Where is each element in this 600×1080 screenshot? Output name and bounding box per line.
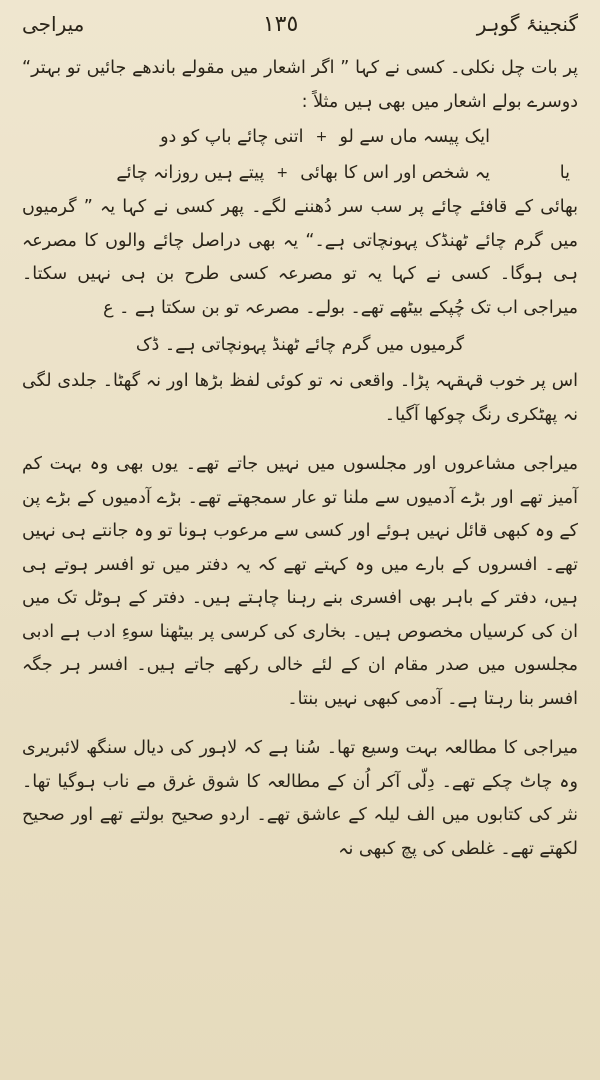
verse-1-first-hemistich: ایک پیسہ ماں سے لو [339, 127, 490, 147]
book-title: گنجینۂ گوہر [476, 12, 578, 36]
paragraph-5: میراجی کا مطالعہ بہت وسیع تھا۔ سُنا ہے کہ لاہور کی دیال سنگھ لائبریری وہ چاٹ چکے تھے۔ دِلّی آکر اُن کے مطالعہ کا شوق غرق مے ناب ہوگیا تھا۔ نثر کی کتابوں میں الف لیلہ کے عاشق تھے۔ اردو صحیح بولتے تھے اور صحیح لکھتے تھے۔ غلطی کی پچ کبھی نہ [22, 738, 578, 859]
page-header [22, 12, 578, 52]
verse-line-3: گرمیوں میں گرم چائے ٹھنڈ پہونچاتی ہے۔ ڈک [135, 335, 465, 355]
page-number: ١٣٥ [262, 12, 299, 37]
verse-line-1 [22, 119, 578, 155]
verse-line-2 [22, 155, 578, 191]
body-text-2 [22, 191, 578, 325]
verse-1-separator: + [315, 129, 328, 145]
paragraph-1: پر بات چل نکلی۔ کسی نے کہا ” اگر اشعار میں مقولے باندھے جائیں تو بہتر“ دوسرے بولے اشعار میں بھی ہیں مثلاً : [22, 58, 578, 112]
verse-2-second-hemistich: پیتے ہیں روزانہ چائے [116, 163, 265, 183]
paragraph-3: اس پر خوب قہقہہ پڑا۔ واقعی نہ تو کوئی لفظ بڑھا اور نہ گھٹا۔ جلدی لگی نہ پھٹکری رنگ چوکھا آگیا۔ [22, 371, 578, 425]
verse-2-prefix: یا [559, 163, 570, 183]
paragraph-4: میراجی مشاعروں اور مجلسوں میں نہیں جاتے تھے۔ یوں بھی وہ بہت کم آمیز تھے اور بڑے آدمیوں سے ملنا تو عار سمجھتے تھے۔ بڑے آدمیوں کے بڑے پن کے وہ کبھی قائل نہیں ہوئے اور کسی سے مرعوب ہونا تو وہ جانتے ہی نہیں تھے۔ افسروں کے بارے میں وہ کہتے تھے کہ یہ دفتر میں تو افسر ہوتے ہی ہیں، دفتر کے باہر بھی افسری بنے رہنا چاہتے ہیں۔ دفتر کے ہوٹل تک میں ان کی کرسیاں مخصوص ہیں۔ بخاری کی کرسی پر بیٹھنا سوءِ ادب ہے ادبی مجلسوں میں صدر مقام ان کے لئے خالی رکھے جاتے ہیں۔ افسر ہر جگہ افسر بنا رہتا ہے۔ آدمی کبھی نہیں بنتا۔ [22, 454, 578, 709]
body-text-3 [22, 365, 578, 866]
verse-2-first-hemistich: یہ شخص اور اس کا بھائی [300, 163, 490, 183]
verse-1-second-hemistich: اتنی چائے باپ کو دو [160, 127, 304, 147]
body-text [22, 52, 578, 119]
paragraph-2: بھائی کے قافئے چائے پر سب سر دُھننے لگے۔ پھر کسی نے کہا یہ ” گرمیوں میں گرم چائے ٹھنڈک پہونچاتی ہے۔“ یہ بھی دراصل چائے والوں کا مصرعہ ہی ہوگا۔ کسی نے کہا یہ تو مصرعہ کسی طرح بن ہی نہیں سکتا۔ میراجی اب تک چُپکے بیٹھے تھے۔ بولے۔ مصرعہ تو بن سکتا ہے ۔ ع [22, 197, 578, 318]
chapter-title: میراجی [22, 12, 85, 36]
verse-2-separator: + [276, 165, 289, 181]
